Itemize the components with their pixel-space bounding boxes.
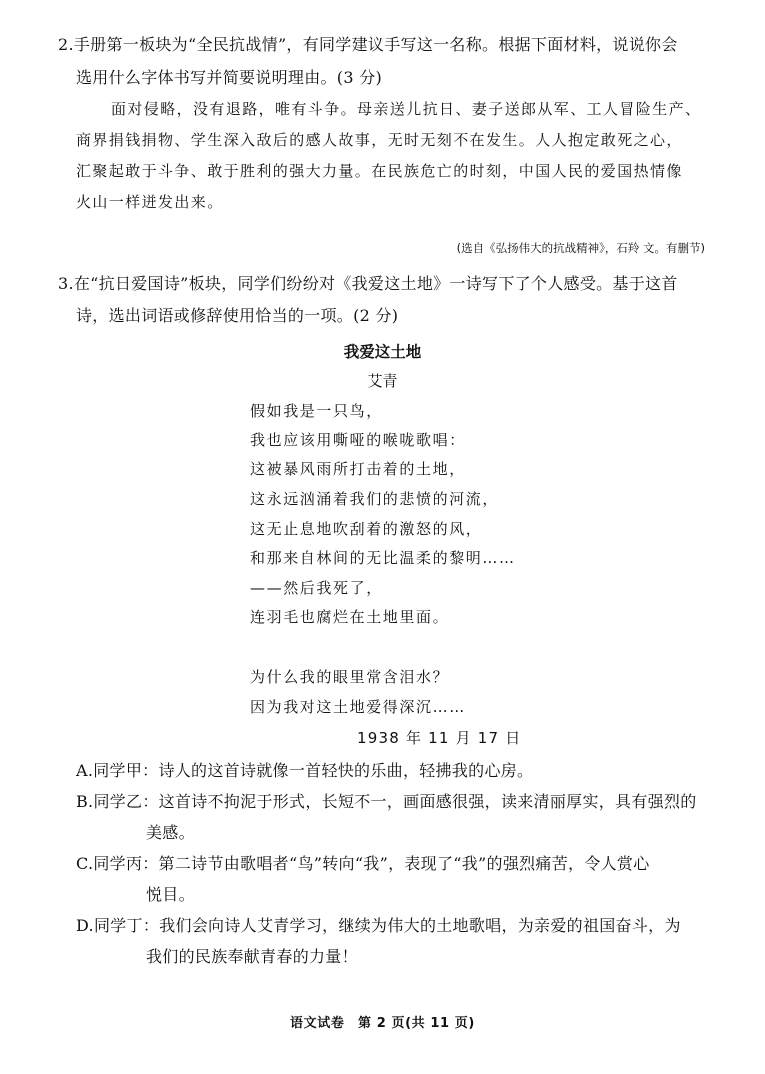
poem-line: 这被暴风雨所打击着的土地， <box>250 460 466 478</box>
q3-stem-line1: 3.在“抗日爱国诗”板块，同学们纷纷对《我爱这土地》一诗写下了个人感受。基于这首 <box>58 274 678 293</box>
option-c: C.同学丙：第二诗节由歌唱者“鸟”转向“我”，表现了“我”的强烈痛苦，令人赏心 <box>76 854 650 873</box>
poem-line: 假如我是一只鸟， <box>250 402 383 420</box>
q3-stem-line2: 诗，选出词语或修辞使用恰当的一项。(2 分) <box>76 306 399 325</box>
poem-line: 我也应该用嘶哑的喉咙歌唱： <box>250 431 466 449</box>
poem-title: 我爱这土地 <box>343 343 422 361</box>
q2-source-citation: (选自《弘扬伟大的抗战精神》，石羚 文。有删节) <box>456 241 705 255</box>
q2-material-line2: 商界捐钱捐物、学生深入敌后的感人故事，无时无刻不在发生。人人抱定敢死之心， <box>76 131 683 149</box>
poem-line: 为什么我的眼里常含泪水？ <box>250 668 450 686</box>
option-b: B.同学乙：这首诗不拘泥于形式，长短不一，画面感很强，读来清丽厚实，具有强烈的 <box>76 792 697 811</box>
poem-line: 和那来自林间的无比温柔的黎明…… <box>250 549 516 567</box>
q2-stem-line1: 2.手册第一板块为“全民抗战情”，有同学建议手写这一名称。根据下面材料，说说你会 <box>58 35 678 54</box>
poem-line: ——然后我死了， <box>250 579 383 597</box>
poem-author: 艾青 <box>367 372 398 390</box>
page-footer: 语文试卷 第 2 页(共 11 页) <box>290 1016 475 1031</box>
poem-date: 1938 年 11 月 17 日 <box>357 729 522 747</box>
poem-line: 这无止息地吹刮着的激怒的风， <box>250 520 483 538</box>
poem-line: 因为我对这土地爱得深沉…… <box>250 698 466 716</box>
q2-material-line1: 面对侵略，没有退路，唯有斗争。母亲送儿抗日、妻子送郎从军、工人冒险生产、 <box>111 100 702 118</box>
option-b-cont: 美感。 <box>146 823 195 842</box>
option-d-cont: 我们的民族奉献青春的力量！ <box>146 947 358 966</box>
q2-stem-line2: 选用什么字体书写并简要说明理由。(3 分) <box>76 68 383 87</box>
option-d: D.同学丁：我们会向诗人艾青学习，继续为伟大的土地歌唱，为亲爱的祖国奋斗，为 <box>76 916 681 935</box>
poem-line: 这永远汹涌着我们的悲愤的河流， <box>250 490 500 508</box>
q2-material-line3: 汇聚起敢于斗争、敢于胜利的强大力量。在民族危亡的时刻，中国人民的爱国热情像 <box>76 162 683 180</box>
option-c-cont: 悦目。 <box>146 885 195 904</box>
q2-material-line4: 火山一样迸发出来。 <box>76 193 224 211</box>
option-a: A.同学甲：诗人的这首诗就像一首轻快的乐曲，轻拂我的心房。 <box>76 761 534 780</box>
poem-line: 连羽毛也腐烂在土地里面。 <box>250 608 450 626</box>
